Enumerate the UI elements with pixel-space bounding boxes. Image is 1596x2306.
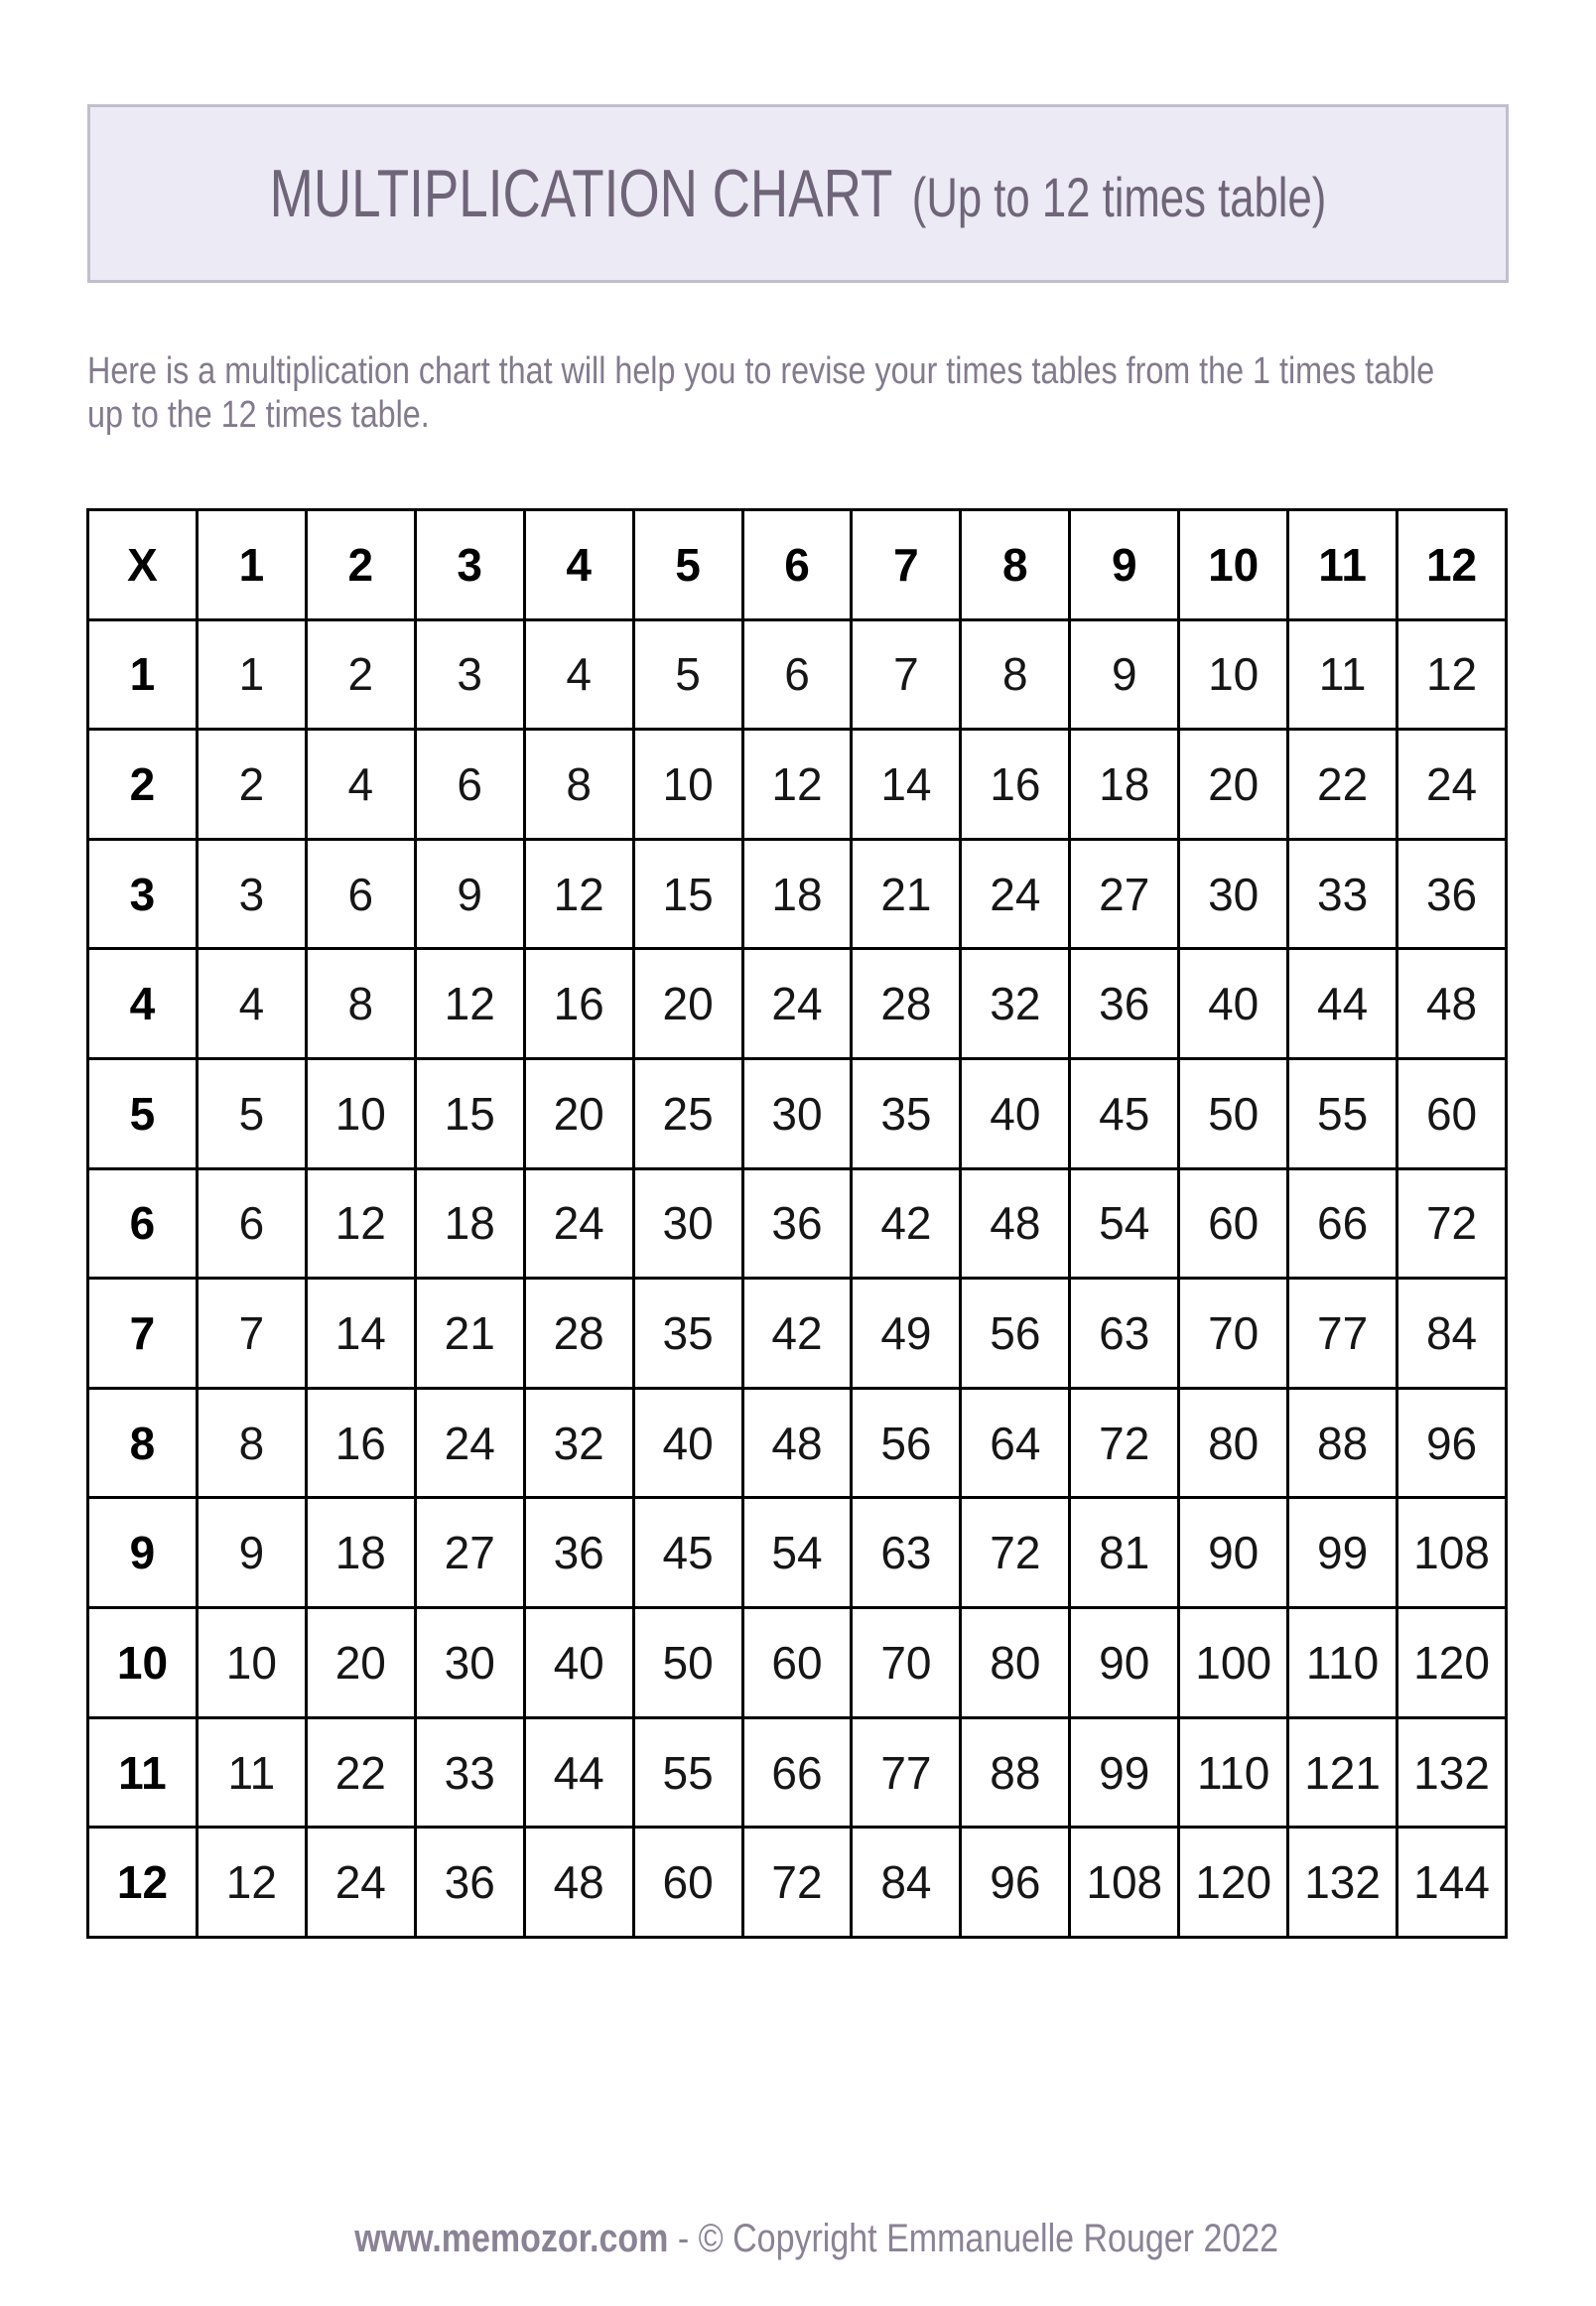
table-cell: 99: [1288, 1498, 1397, 1608]
row-header-cell: 4: [88, 949, 198, 1059]
table-cell: 66: [1288, 1168, 1397, 1279]
intro-line-1: Here is a multiplication chart that will help you to revise your times tables from the 1 times table: [87, 350, 1435, 392]
row-header-cell: 12: [88, 1828, 198, 1938]
table-row: [88, 1498, 1507, 1608]
table-row: [88, 1059, 1507, 1169]
page-title: [270, 155, 1327, 232]
table-cell: 96: [1397, 1388, 1507, 1498]
table-cell: 72: [742, 1828, 852, 1938]
table-cell: 24: [742, 949, 852, 1059]
table-cell: 10: [197, 1608, 306, 1718]
table-cell: 20: [1179, 730, 1288, 840]
table-cell: 77: [1288, 1279, 1397, 1389]
footer: [0, 2172, 1596, 2306]
table-cell: 18: [742, 839, 852, 949]
table-cell: 110: [1288, 1608, 1397, 1718]
table-cell: 9: [197, 1498, 306, 1608]
table-cell: 14: [306, 1279, 415, 1389]
table-cell: 120: [1397, 1608, 1507, 1718]
column-header-cell: 9: [1070, 510, 1179, 620]
table-cell: 7: [197, 1279, 306, 1389]
table-cell: 22: [306, 1717, 415, 1828]
table-cell: 35: [852, 1059, 961, 1169]
table-cell: 9: [1070, 619, 1179, 730]
table-cell: 16: [961, 730, 1070, 840]
column-header-cell: 10: [1179, 510, 1288, 620]
column-header-cell: 5: [633, 510, 742, 620]
table-cell: 48: [961, 1168, 1070, 1279]
table-cell: 11: [1288, 619, 1397, 730]
table-row: [88, 949, 1507, 1059]
column-header-cell: 2: [306, 510, 415, 620]
table-cell: 21: [852, 839, 961, 949]
table-cell: 4: [524, 619, 633, 730]
table-cell: 72: [1397, 1168, 1507, 1279]
column-header-cell: 3: [415, 510, 524, 620]
table-cell: 132: [1397, 1717, 1507, 1828]
intro-line-2: up to the 12 times table.: [87, 394, 430, 436]
table-cell: 33: [1288, 839, 1397, 949]
table-cell: 66: [742, 1717, 852, 1828]
table-cell: 90: [1070, 1608, 1179, 1718]
table-cell: 8: [197, 1388, 306, 1498]
table-cell: 33: [415, 1717, 524, 1828]
column-header-cell: 4: [524, 510, 633, 620]
footer-separator: -: [668, 2217, 699, 2260]
column-header-cell: 11: [1288, 510, 1397, 620]
table-cell: 12: [1397, 619, 1507, 730]
table-cell: 4: [197, 949, 306, 1059]
table-cell: 108: [1397, 1498, 1507, 1608]
column-header-cell: 8: [961, 510, 1070, 620]
table-cell: 70: [852, 1608, 961, 1718]
table-row: [88, 730, 1507, 840]
table-cell: 16: [524, 949, 633, 1059]
table-cell: 88: [1288, 1388, 1397, 1498]
table-cell: 63: [852, 1498, 961, 1608]
table-cell: 9: [415, 839, 524, 949]
table-cell: 50: [1179, 1059, 1288, 1169]
table-cell: 45: [1070, 1059, 1179, 1169]
table-cell: 84: [1397, 1279, 1507, 1389]
table-cell: 55: [1288, 1059, 1397, 1169]
table-cell: 27: [415, 1498, 524, 1608]
table-cell: 6: [306, 839, 415, 949]
table-cell: 121: [1288, 1717, 1397, 1828]
table-cell: 24: [306, 1828, 415, 1938]
row-header-cell: 7: [88, 1279, 198, 1389]
table-cell: 90: [1179, 1498, 1288, 1608]
table-cell: 24: [961, 839, 1070, 949]
row-header-cell: 9: [88, 1498, 198, 1608]
table-cell: 36: [415, 1828, 524, 1938]
table-cell: 32: [961, 949, 1070, 1059]
table-row: [88, 1168, 1507, 1279]
table-cell: 18: [1070, 730, 1179, 840]
table-cell: 20: [633, 949, 742, 1059]
table-cell: 18: [306, 1498, 415, 1608]
table-cell: 8: [961, 619, 1070, 730]
table-cell: 6: [197, 1168, 306, 1279]
intro-paragraph: [87, 349, 1434, 437]
table-cell: 100: [1179, 1608, 1288, 1718]
table-cell: 96: [961, 1828, 1070, 1938]
table-cell: 70: [1179, 1279, 1288, 1389]
row-header-cell: 3: [88, 839, 198, 949]
table-cell: 48: [1397, 949, 1507, 1059]
table-cell: 18: [415, 1168, 524, 1279]
table-cell: 2: [197, 730, 306, 840]
table-cell: 30: [633, 1168, 742, 1279]
table-cell: 50: [633, 1608, 742, 1718]
table-cell: 8: [524, 730, 633, 840]
table-cell: 64: [961, 1388, 1070, 1498]
footer-copyright: © Copyright Emmanuelle Rouger 2022: [698, 2217, 1279, 2260]
table-cell: 72: [1070, 1388, 1179, 1498]
table-row: [88, 839, 1507, 949]
table-cell: 28: [852, 949, 961, 1059]
page-title-sub: (Up to 12 times table): [911, 166, 1327, 228]
row-header-cell: 6: [88, 1168, 198, 1279]
table-row: [88, 1828, 1507, 1938]
table-cell: 48: [742, 1388, 852, 1498]
table-cell: 120: [1179, 1828, 1288, 1938]
table-cell: 3: [415, 619, 524, 730]
table-cell: 44: [1288, 949, 1397, 1059]
corner-cell: X: [88, 510, 198, 620]
table-cell: 110: [1179, 1717, 1288, 1828]
page-title-box: [87, 104, 1509, 283]
table-cell: 4: [306, 730, 415, 840]
table-cell: 32: [524, 1388, 633, 1498]
table-cell: 84: [852, 1828, 961, 1938]
table-cell: 24: [415, 1388, 524, 1498]
table-cell: 12: [742, 730, 852, 840]
table-cell: 20: [306, 1608, 415, 1718]
footer-site-name: www.memozor.com: [354, 2217, 669, 2260]
table-cell: 108: [1070, 1828, 1179, 1938]
table-cell: 55: [633, 1717, 742, 1828]
table-cell: 60: [633, 1828, 742, 1938]
table-cell: 40: [633, 1388, 742, 1498]
footer-text: [318, 2172, 1279, 2306]
table-cell: 42: [742, 1279, 852, 1389]
table-cell: 10: [633, 730, 742, 840]
table-row: [88, 1608, 1507, 1718]
column-header-cell: 7: [852, 510, 961, 620]
table-cell: 20: [524, 1059, 633, 1169]
table-cell: 6: [415, 730, 524, 840]
table-cell: 72: [961, 1498, 1070, 1608]
table-cell: 56: [852, 1388, 961, 1498]
table-cell: 48: [524, 1828, 633, 1938]
table-cell: 10: [306, 1059, 415, 1169]
table-cell: 12: [524, 839, 633, 949]
table-row: [88, 1388, 1507, 1498]
table-cell: 88: [961, 1717, 1070, 1828]
table-cell: 11: [197, 1717, 306, 1828]
table-cell: 12: [197, 1828, 306, 1938]
row-header-cell: 10: [88, 1608, 198, 1718]
table-cell: 49: [852, 1279, 961, 1389]
table-cell: 27: [1070, 839, 1179, 949]
table-cell: 21: [415, 1279, 524, 1389]
table-cell: 8: [306, 949, 415, 1059]
table-cell: 25: [633, 1059, 742, 1169]
table-cell: 56: [961, 1279, 1070, 1389]
table-cell: 42: [852, 1168, 961, 1279]
table-cell: 36: [1070, 949, 1179, 1059]
table-cell: 30: [1179, 839, 1288, 949]
table-cell: 54: [1070, 1168, 1179, 1279]
row-header-cell: 2: [88, 730, 198, 840]
table-cell: 1: [197, 619, 306, 730]
table-cell: 30: [415, 1608, 524, 1718]
table-cell: 45: [633, 1498, 742, 1608]
table-cell: 5: [633, 619, 742, 730]
table-cell: 77: [852, 1717, 961, 1828]
table-cell: 22: [1288, 730, 1397, 840]
table-cell: 81: [1070, 1498, 1179, 1608]
table-cell: 30: [742, 1059, 852, 1169]
table-cell: 12: [415, 949, 524, 1059]
table-cell: 44: [524, 1717, 633, 1828]
table-cell: 60: [1397, 1059, 1507, 1169]
table-cell: 99: [1070, 1717, 1179, 1828]
table-cell: 40: [961, 1059, 1070, 1169]
table-cell: 60: [1179, 1168, 1288, 1279]
table-row: [88, 619, 1507, 730]
table-cell: 28: [524, 1279, 633, 1389]
table-cell: 10: [1179, 619, 1288, 730]
table-cell: 24: [1397, 730, 1507, 840]
table-cell: 7: [852, 619, 961, 730]
row-header-cell: 1: [88, 619, 198, 730]
table-cell: 80: [1179, 1388, 1288, 1498]
column-header-cell: 1: [197, 510, 306, 620]
row-header-cell: 5: [88, 1059, 198, 1169]
table-cell: 3: [197, 839, 306, 949]
table-cell: 144: [1397, 1828, 1507, 1938]
table-cell: 5: [197, 1059, 306, 1169]
table-cell: 132: [1288, 1828, 1397, 1938]
row-header-cell: 11: [88, 1717, 198, 1828]
table-cell: 35: [633, 1279, 742, 1389]
table-row: [88, 1279, 1507, 1389]
table-cell: 36: [742, 1168, 852, 1279]
table-cell: 2: [306, 619, 415, 730]
column-header-cell: 12: [1397, 510, 1507, 620]
table-cell: 14: [852, 730, 961, 840]
table-cell: 63: [1070, 1279, 1179, 1389]
table-cell: 12: [306, 1168, 415, 1279]
table-cell: 40: [524, 1608, 633, 1718]
table-cell: 40: [1179, 949, 1288, 1059]
column-header-cell: 6: [742, 510, 852, 620]
table-cell: 15: [415, 1059, 524, 1169]
table-cell: 36: [1397, 839, 1507, 949]
page-title-main: MULTIPLICATION CHART: [269, 156, 893, 231]
table-cell: 15: [633, 839, 742, 949]
table-row: [88, 1717, 1507, 1828]
table-header-row: [88, 510, 1507, 620]
table-cell: 6: [742, 619, 852, 730]
table-cell: 24: [524, 1168, 633, 1279]
table-cell: 16: [306, 1388, 415, 1498]
table-cell: 60: [742, 1608, 852, 1718]
table-cell: 80: [961, 1608, 1070, 1718]
table-cell: 36: [524, 1498, 633, 1608]
table-cell: 54: [742, 1498, 852, 1608]
multiplication-table: [86, 508, 1508, 1939]
row-header-cell: 8: [88, 1388, 198, 1498]
